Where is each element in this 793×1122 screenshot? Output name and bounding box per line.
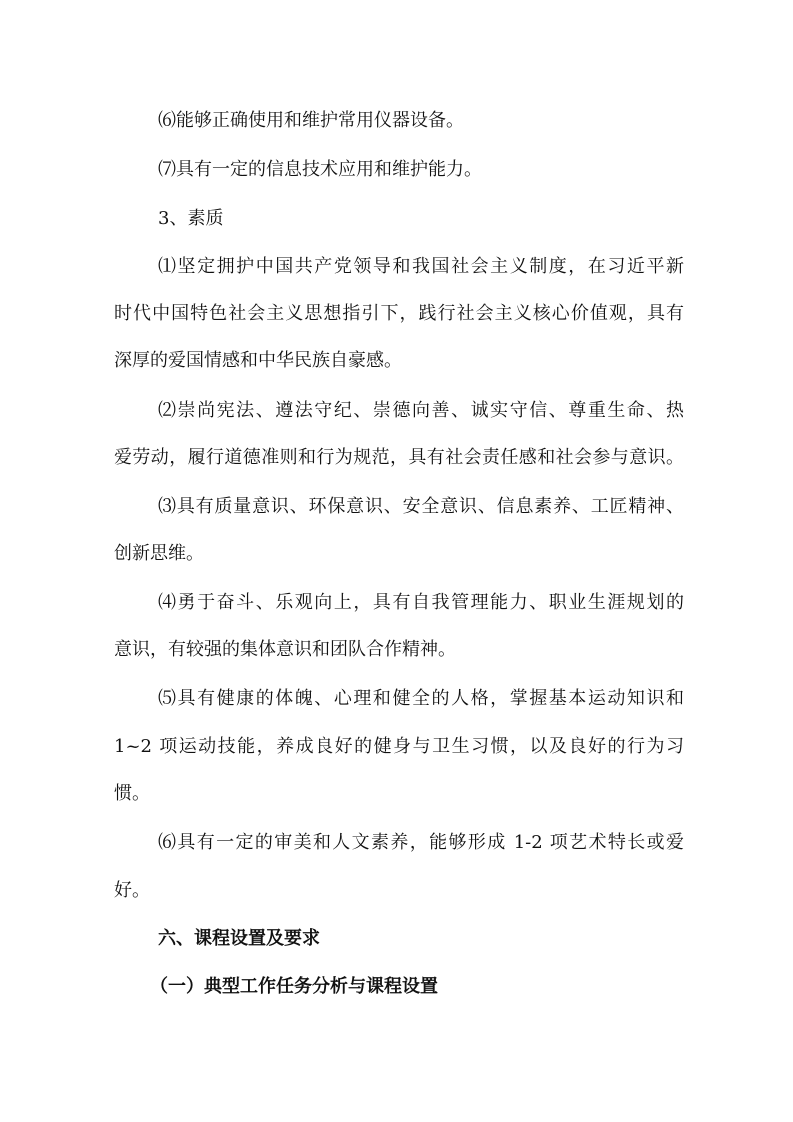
subsection-heading: （一）典型工作任务分析与课程设置 [150,976,438,997]
paragraph-line: 时代中国特色社会主义思想指引下，践行社会主义核心价值观，具有 [114,303,684,324]
paragraph-line: 深厚的爱国情感和中华民族自豪感。 [114,350,402,371]
paragraph-line: 好。 [114,880,150,901]
paragraph-line: ⑹具有一定的审美和人文素养，能够形成 1-2 项艺术特长或爱 [158,832,684,853]
paragraph-line: 1~2 项运动技能，养成良好的健身与卫生习惯，以及良好的行为习 [114,736,684,757]
paragraph-line: ⑺具有一定的信息技术应用和维护能力。 [158,159,482,180]
paragraph-line: ⑹能够正确使用和维护常用仪器设备。 [158,110,464,131]
paragraph-line: ⑷勇于奋斗、乐观向上，具有自我管理能力、职业生涯规划的 [158,592,684,613]
paragraph-line: 创新思维。 [114,543,204,564]
paragraph-line: ⑴坚定拥护中国共产党领导和我国社会主义制度，在习近平新 [158,256,684,277]
paragraph-line: 意识，有较强的集体意识和团队合作精神。 [114,639,456,660]
paragraph-line: 惯。 [114,783,150,804]
paragraph-line: 爱劳动，履行道德准则和行为规范，具有社会责任感和社会参与意识。 [114,447,684,468]
paragraph-line: ⑵崇尚宪法、遵法守纪、崇德向善、诚实守信、尊重生命、热 [158,400,684,421]
section-label: 3、素质 [158,208,224,229]
paragraph-line: ⑸具有健康的体魄、心理和健全的人格，掌握基本运动知识和 [158,688,684,709]
section-heading: 六、课程设置及要求 [158,928,320,949]
paragraph-line: ⑶具有质量意识、环保意识、安全意识、信息素养、工匠精神、 [158,496,684,517]
